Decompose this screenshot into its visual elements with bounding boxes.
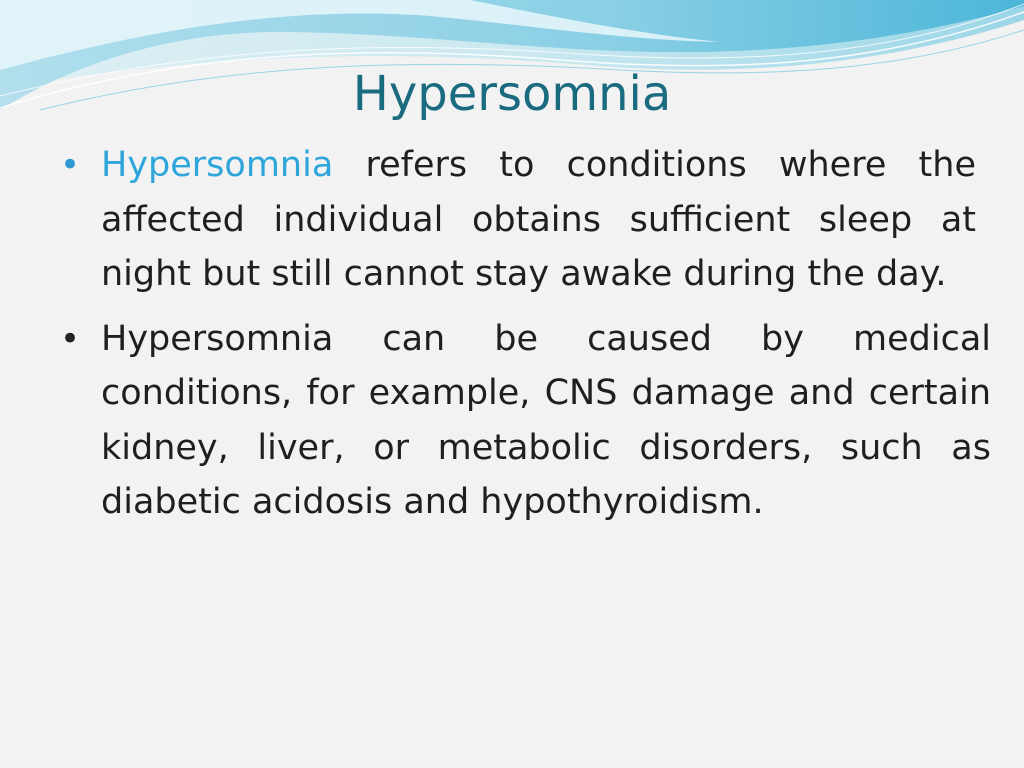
bullet-text: Hypersomnia can be caused by medical conditions, for example, CNS damage and certain kidney, liver, or metabolic disorders, such as diabetic acidosis and hypothyroidism.: [101, 318, 991, 522]
bullet-item-definition: [60, 138, 976, 302]
slide-title: Hypersomnia: [352, 66, 672, 122]
bullet-list: [60, 138, 990, 530]
bullet-text: [101, 138, 976, 302]
bullet-body: refers to conditions where the affected individual obtains sufficient sleep at night but still cannot stay awake during the day.: [101, 145, 976, 294]
bullet-dot-icon: •: [60, 145, 81, 185]
bullet-dot-icon: •: [60, 318, 81, 359]
bullet-item-causes: [60, 312, 991, 530]
highlighted-term: Hypersomnia: [101, 145, 334, 185]
